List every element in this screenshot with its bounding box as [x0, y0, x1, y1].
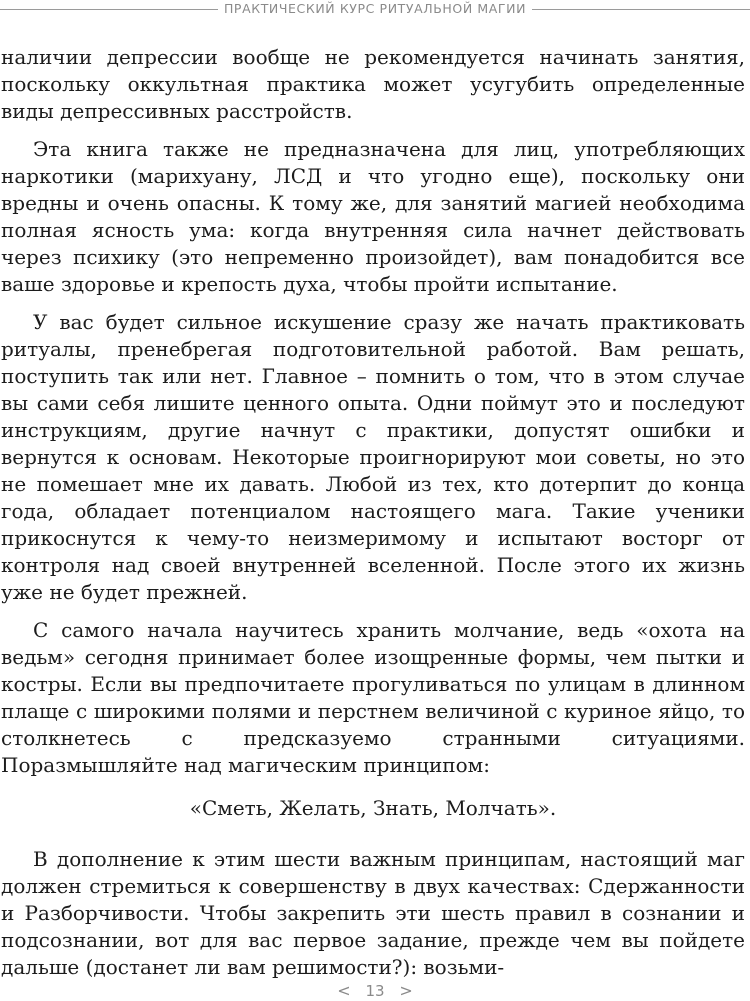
- paragraph: С самого начала научитесь хранить молчание, ведь «охота на ведьм» сегодня принимает более изощренные формы, чем пытки и костры. Если вы предпочитаете прогуливаться по улицам в длинном плаще с широкими полями и перстнем величиной с куриное яйцо, то столкнетесь с предсказуемо странными ситуациями. Поразмышляйте над магическим принципом:: [1, 618, 745, 777]
- header-rule-right: [532, 9, 750, 10]
- paragraph: Эта книга также не предназначена для лиц, употребляющих наркотики (марихуану, ЛСД и что угодно еще), поскольку они вредны и очень опасны. К тому же, для занятий магией необходима полная ясность ума: когда внутренняя сила начнет действовать через психику (это непременно произойдет), вам понадобится все ваше здоровье и крепость духа, чтобы пройти испытание.: [1, 137, 745, 296]
- page-number: 13: [365, 981, 385, 1000]
- paragraph-continuation: наличии депрессии вообще не рекомендуется начинать занятия, поскольку оккультная практика может усугубить определенные виды депрессивных расстройств.: [1, 45, 745, 123]
- magic-principle-quote: «Сметь, Желать, Знать, Молчать».: [189, 796, 557, 820]
- page-footer: [0, 980, 750, 1001]
- previous-page-arrow-icon[interactable]: <: [337, 980, 351, 1000]
- running-header: [0, 0, 750, 22]
- header-rule-left: [0, 9, 218, 10]
- page-body: [1, 44, 745, 992]
- next-page-arrow-icon[interactable]: >: [399, 980, 413, 1000]
- book-title: ПРАКТИЧЕСКИЙ КУРС РИТУАЛЬНОЙ МАГИИ: [223, 1, 527, 16]
- paragraph: У вас будет сильное искушение сразу же начать практиковать ритуалы, пренебрегая подготовительной работой. Вам решать, поступить так или нет. Главное – помнить о том, что в этом случае вы сами себя лишите ценного опыта. Одни поймут это и последуют инструкциям, другие начнут с практики, допустят ошибки и вернутся к основам. Некоторые проигнорируют мои советы, но это не помешает мне их давать. Любой из тех, кто дотерпит до конца года, обладает потенциалом настоящего мага. Такие ученики прикоснутся к чему-то неизмеримому и испытают восторг от контроля над своей внутренней вселенной. После этого их жизнь уже не будет прежней.: [1, 310, 745, 604]
- paragraph: В дополнение к этим шести важным принципам, настоящий маг должен стремиться к совершенству в двух качествах: Сдержанности и Разборчивости. Чтобы закрепить эти шесть правил в сознании и подсознании, вот для вас первое задание, прежде чем вы пойдете дальше (достанет ли вам решимости?): возьми-: [1, 847, 745, 979]
